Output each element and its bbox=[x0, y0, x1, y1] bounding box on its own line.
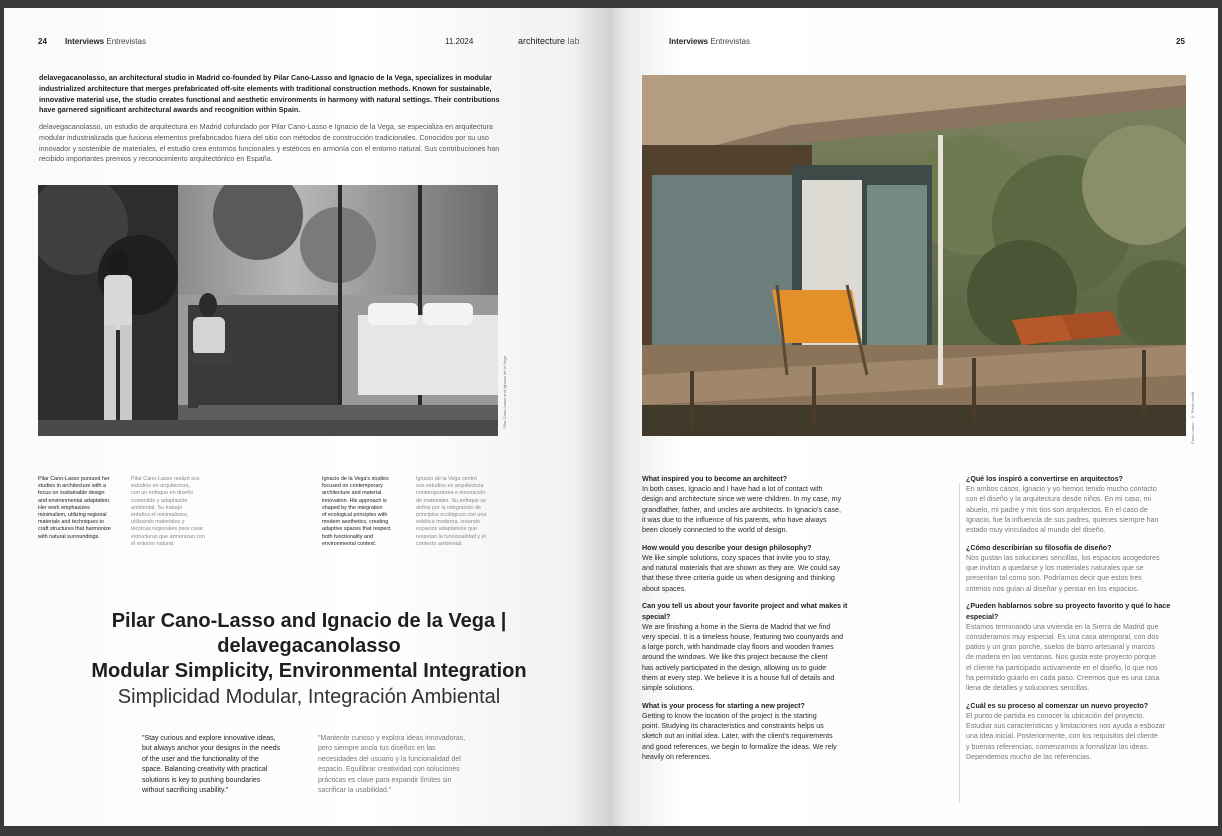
qa-answer: In both cases, Ignacio and I have had a lot of contact with design and architecture since we were children. In my case, my grandfather, father, and uncles are architects. In Ignacio's case, it was due to the influence of his parents, who have always been closely connected to the world of design. bbox=[642, 485, 842, 535]
qa-item bbox=[966, 601, 1188, 693]
left-page bbox=[4, 8, 609, 826]
column-divider bbox=[959, 483, 960, 803]
caption-pilar-en: Pilar Cano-Lasso pursued her studies in architecture with a focus on sustainable design and environmental adaptation. Her work emphasizes minimalism, utilizing regional materials and techniques to craft structures that harmonize with natural surroundings. bbox=[38, 476, 111, 540]
page-number-right: 25 bbox=[1176, 37, 1185, 46]
qa-answer: We like simple solutions, cozy spaces that invite you to stay, and natural materials that are shown as they are. We could say that these three criteria guide us when designing and thinking about spaces. bbox=[642, 554, 841, 593]
intro-spanish: delavegacanolasso, un estudio de arquitectura en Madrid cofundado por Pilar Cano-Lasso e Ignacio de la Vega, se especializa en arquitectura modular industrializada que fusiona elementos prefabricados fuera del sitio con métodos de construcción tradicionales. Conocidos por su uso innovador y sostenible de materiales, el estudio crea entornos funcionales y estéticos en armonía con el entorno natural. Sus contribuciones han recibido importantes premios y reconocimiento arquitectónico en España. bbox=[39, 122, 500, 164]
title-line-2: delavegacanolasso bbox=[217, 635, 401, 657]
qa-answer: El punto de partida es conocer la ubicación del proyecto. Estudiar sus características y limitaciones nos ayuda a esbozar una idea inicial. Posteriormente, con los requisitos del cliente y buenas referencias, comenzamos a formalizar las ideas. Dependemos mucho de las referencias. bbox=[966, 712, 1166, 761]
house-photo bbox=[642, 75, 1186, 436]
qa-answer: En ambos casos, Ignacio y yo hemos tenido mucho contacto con el diseño y la arquitectura desde niños. En mi caso, mi abuelo, mi padre y mis tíos son arquitectos. En el caso de Ignacio, fue la influencia de sus padres, quienes siempre han estado muy vinculados al mundo del diseño. bbox=[966, 485, 1159, 535]
house-photo-credit: Casa Lasso · © Photo credit bbox=[1190, 392, 1195, 445]
qa-question: What is your process for starting a new project? bbox=[642, 701, 805, 710]
qa-question: ¿Cuál es su proceso al comenzar un nuevo proyecto? bbox=[966, 701, 1149, 710]
qa-question: What inspired you to become an architect? bbox=[642, 475, 788, 483]
title-line-1: Pilar Cano-Lasso and Ignacio de la Vega | bbox=[111, 610, 507, 632]
qa-question: ¿Cómo describirían su filosofía de diseño? bbox=[966, 543, 1112, 552]
qa-question: ¿Qué los inspiró a convertirse en arquitectos? bbox=[966, 475, 1123, 483]
caption-pilar-es: Pilar Cano-Lasso realizó sus estudios en arquitectura, con un enfoque en diseño sostenible y adaptación ambiental. Su trabajo enfatiza el minimalismo, utilizando materiales y técnicas regionales para crear estructuras que armonizan con el entorno natural. bbox=[131, 476, 206, 547]
qa-item bbox=[966, 543, 1188, 594]
qa-answer: Estamos terminando una vivienda en la Sierra de Madrid que consideramos muy especial. Es una casa atemporal, con dos patios y un gran porche, suelos de barro artesanal y marcos de madera en las ventanas. Nos gusta este proyecto porque el cliente ha participado activamente en el diseño, lo que nos ha permitido guiarlo en cada paso. Creemos que es una casa llena de detalles y soluciones sencillas. bbox=[966, 622, 1160, 693]
intro-english: delavegacanolasso, an architectural studio in Madrid co-founded by Pilar Cano-Lasso and Ignacio de la Vega, specializes in modular industrialized architecture that merges prefabricated off-site elements with traditional construction methods. Known for sustainable, innovative material use, the studio creates functional and aesthetic environments in harmony with natural settings. Their contributions have garnered significant architectural awards and recognition within Spain. bbox=[39, 73, 500, 115]
qa-answer: Getting to know the location of the project is the starting point. Studying its characteristics and constraints helps us sketch out an initial idea. Later, with the client's requirements and good references, we begin to formalize the ideas. We rely heavily on references. bbox=[642, 712, 837, 761]
qa-column-spanish bbox=[966, 474, 1188, 770]
qa-answer: Nos gustan las soluciones sencillas, los espacios acogedores que invitan a quedarse y los materiales naturales que se presentan tal como son. Podríamos decir que estos tres criterios nos guían al diseñar y pensar en los espacios. bbox=[966, 554, 1160, 593]
qa-item bbox=[642, 701, 864, 762]
qa-item bbox=[966, 701, 1188, 762]
magazine-spread bbox=[4, 8, 1218, 826]
qa-item bbox=[642, 474, 864, 535]
qa-question: ¿Pueden hablarnos sobre su proyecto favorito y qué lo hace especial? bbox=[966, 602, 1171, 621]
title-line-3: Modular Simplicity, Environmental Integration bbox=[91, 660, 527, 682]
right-page bbox=[609, 8, 1218, 826]
qa-answer: We are finishing a home in the Sierra de Madrid that we find very special. It is a timeless house, featuring two courtyards and a large porch, with handmade clay floors and wooden frames around the windows. We like this project because the client has actively participated in the design, allowing us to guide them at every step. We believe it is a house full of details and simple solutions. bbox=[642, 622, 844, 693]
qa-item bbox=[966, 474, 1188, 535]
section-header-left: Interviews Entrevistas bbox=[65, 37, 146, 46]
caption-ignacio-es: Ignacio de la Vega centró sus estudios en arquitectura contemporánea e innovación de materiales. Su enfoque se define por la integración de principios ecológicos con una estética moderna, creando espacios adaptativos que respetan la funcionalidad y el contexto ambiental. bbox=[416, 476, 487, 547]
qa-question: Can you tell us about your favorite project and what makes it special? bbox=[642, 602, 848, 621]
page-number-left: 24 bbox=[38, 37, 47, 46]
portrait-photo bbox=[38, 185, 498, 436]
issue-date: 11.2024 bbox=[445, 37, 474, 46]
quote-spanish: "Mantente curioso y explora ideas innovadoras, pero siempre ancla tus diseños en las necesidades del usuario y la funcionalidad del espacio. Equilibrar creatividad con soluciones prácticas es clave para expandir límites sin sacrificar la usabilidad." bbox=[318, 735, 466, 795]
qa-column-english bbox=[642, 474, 864, 770]
section-header-right: Interviews Entrevistas bbox=[669, 37, 750, 46]
portrait-photo-credit: Pilar Cano-Lasso and Ignacio de la Vega bbox=[502, 356, 507, 429]
article-title bbox=[44, 609, 574, 711]
caption-ignacio-en: Ignacio de la Vega's studies focused on contemporary architecture and material innovation. His approach is shaped by the integration of ecological principles with modern aesthetics, creating adaptive spaces that respect both functionality and environmental context. bbox=[322, 476, 391, 547]
qa-item bbox=[642, 601, 864, 693]
qa-question: How would you describe your design philosophy? bbox=[642, 543, 812, 552]
brand-logo: architecture lab bbox=[518, 36, 580, 46]
title-spanish: Simplicidad Modular, Integración Ambiental bbox=[117, 686, 501, 708]
quote-english: "Stay curious and explore innovative ideas, but always anchor your designs in the needs of the user and the functionality of the space. Balancing creativity with practical solutions is key to pushing boundaries without sacrificing usability." bbox=[142, 735, 281, 795]
qa-item bbox=[642, 543, 864, 594]
